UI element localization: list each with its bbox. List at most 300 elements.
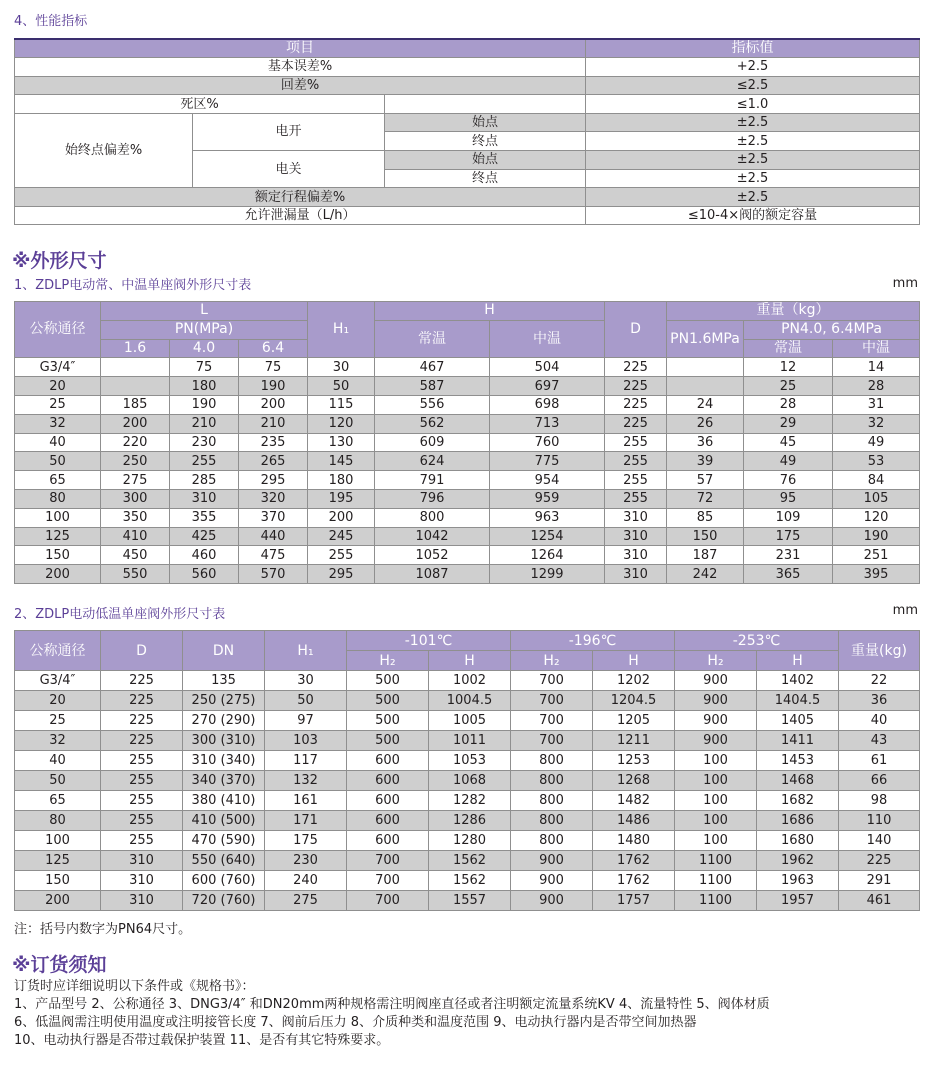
t1-cell: 80 <box>15 489 101 508</box>
t1-cell: 395 <box>833 565 920 584</box>
t1-cell: 300 <box>101 489 170 508</box>
table-row <box>15 831 920 851</box>
t2-cell: 255 <box>101 771 183 791</box>
t2-cell: 1957 <box>757 891 839 911</box>
t2-cell: 97 <box>265 711 347 731</box>
table-row <box>15 395 920 414</box>
t1-cell: 609 <box>375 433 490 452</box>
table-row <box>15 851 920 871</box>
t1-cell: 120 <box>308 414 375 433</box>
t2-cell: 600 <box>347 791 429 811</box>
t1-head-w-normal: 常温 <box>744 339 833 358</box>
t1-head-pn1: 1.6 <box>101 339 170 358</box>
t1-cell <box>101 377 170 396</box>
t2-cell: 22 <box>839 671 920 691</box>
t1-cell: 190 <box>239 377 308 396</box>
t2-cell: 600 <box>347 811 429 831</box>
t1-cell: 467 <box>375 358 490 377</box>
t1-cell: 32 <box>833 414 920 433</box>
t2-cell: 340 (370) <box>183 771 265 791</box>
perf-row-dead-zone: 死区% ≤1.0 <box>15 95 920 114</box>
t1-cell: 145 <box>308 452 375 471</box>
t2-cell: 1004.5 <box>429 691 511 711</box>
t1-cell: 1042 <box>375 527 490 546</box>
t1-cell: 175 <box>744 527 833 546</box>
order-line: 1、产品型号 2、公称通径 3、DNG3/4″ 和DN20mm两种规格需注明阀座直径或者注明额定流量系统KV 4、流量特性 5、阀体材质 <box>14 997 770 1012</box>
t2-cell: 225 <box>101 711 183 731</box>
t2-cell: 1762 <box>593 851 675 871</box>
t1-cell: 20 <box>15 377 101 396</box>
t2-cell: 1002 <box>429 671 511 691</box>
t2-cell: 100 <box>675 791 757 811</box>
t1-head-w-pn16: PN1.6MPa <box>667 320 744 358</box>
t1-cell: 125 <box>15 527 101 546</box>
t1-head-pn3: 6.4 <box>239 339 308 358</box>
t2-cell: 65 <box>15 791 101 811</box>
table1-unit: mm <box>892 276 918 291</box>
t2-cell: 40 <box>15 751 101 771</box>
t1-cell: 562 <box>375 414 490 433</box>
t1-cell: 1052 <box>375 546 490 565</box>
table-row <box>15 358 920 377</box>
t2-head-H-c: H <box>757 651 839 671</box>
perf-section-title: 4、性能指标 <box>14 14 88 29</box>
t1-cell: 72 <box>667 489 744 508</box>
t2-cell: 50 <box>15 771 101 791</box>
t1-head-L: L <box>101 302 308 321</box>
t2-cell: 32 <box>15 731 101 751</box>
t1-cell: 255 <box>170 452 239 471</box>
t1-cell: 1299 <box>490 565 605 584</box>
t2-cell: 161 <box>265 791 347 811</box>
t2-cell: 900 <box>675 671 757 691</box>
table-row <box>15 711 920 731</box>
t2-cell: 310 <box>101 871 183 891</box>
t1-cell: 963 <box>490 508 605 527</box>
t1-cell: 310 <box>170 489 239 508</box>
t2-head-weight: 重量(kg) <box>839 631 920 671</box>
t2-cell: 900 <box>675 731 757 751</box>
t2-cell: 100 <box>675 811 757 831</box>
t2-cell: 1686 <box>757 811 839 831</box>
t2-cell: 500 <box>347 671 429 691</box>
t2-cell: 175 <box>265 831 347 851</box>
t2-cell: 900 <box>675 711 757 731</box>
table-row <box>15 546 920 565</box>
t1-cell: 32 <box>15 414 101 433</box>
t1-cell: 130 <box>308 433 375 452</box>
t2-cell: 225 <box>839 851 920 871</box>
table-row <box>15 471 920 490</box>
t2-cell: 240 <box>265 871 347 891</box>
perf-row-close-start: 电关 始点 ±2.5 <box>15 151 920 170</box>
t1-cell: 29 <box>744 414 833 433</box>
t2-cell: 1405 <box>757 711 839 731</box>
t1-cell: 698 <box>490 395 605 414</box>
t2-cell: 461 <box>839 891 920 911</box>
t2-cell: 1100 <box>675 891 757 911</box>
t2-cell: 310 <box>101 851 183 871</box>
t1-cell: 25 <box>15 395 101 414</box>
t1-cell: 791 <box>375 471 490 490</box>
t2-cell: 500 <box>347 731 429 751</box>
t1-cell: 200 <box>239 395 308 414</box>
t2-cell: 900 <box>511 891 593 911</box>
t1-cell: 1254 <box>490 527 605 546</box>
t2-cell: 410 (500) <box>183 811 265 831</box>
t2-cell: 700 <box>347 891 429 911</box>
t2-cell: 1204.5 <box>593 691 675 711</box>
t1-cell: 355 <box>170 508 239 527</box>
t2-cell: 700 <box>511 731 593 751</box>
t2-cell: 380 (410) <box>183 791 265 811</box>
t1-cell: 195 <box>308 489 375 508</box>
t2-cell: 600 (760) <box>183 871 265 891</box>
t2-cell: 225 <box>101 691 183 711</box>
t1-cell: 1087 <box>375 565 490 584</box>
t1-cell: 100 <box>15 508 101 527</box>
t2-cell: 800 <box>511 751 593 771</box>
t2-cell: 1480 <box>593 831 675 851</box>
t2-cell: 1011 <box>429 731 511 751</box>
perf-head-item: 项目 <box>15 39 586 58</box>
t2-cell: 1962 <box>757 851 839 871</box>
t2-cell: 1411 <box>757 731 839 751</box>
t1-cell: 760 <box>490 433 605 452</box>
perf-row-open-start: 始终点偏差% 电开 始点 ±2.5 <box>15 113 920 132</box>
perf-row-open-end: 终点 ±2.5 <box>15 132 920 151</box>
t2-head-t253: -253℃ <box>675 631 839 651</box>
t1-cell: 370 <box>239 508 308 527</box>
t1-cell: 450 <box>101 546 170 565</box>
t2-cell: 1402 <box>757 671 839 691</box>
table-row <box>15 891 920 911</box>
t2-cell: 43 <box>839 731 920 751</box>
t2-cell: 1562 <box>429 851 511 871</box>
t1-cell: 76 <box>744 471 833 490</box>
t1-cell: 187 <box>667 546 744 565</box>
t2-cell: 600 <box>347 831 429 851</box>
t2-cell: 900 <box>511 871 593 891</box>
t1-cell: 250 <box>101 452 170 471</box>
dimension-table-low-temp <box>14 630 920 911</box>
t1-cell: 697 <box>490 377 605 396</box>
perf-head-value: 指标值 <box>586 39 920 58</box>
t2-cell: 310 <box>101 891 183 911</box>
t1-cell: 310 <box>605 546 667 565</box>
t1-cell: 190 <box>833 527 920 546</box>
t2-cell: G3/4″ <box>15 671 101 691</box>
t2-cell: 140 <box>839 831 920 851</box>
t1-cell <box>667 377 744 396</box>
t2-cell: 600 <box>347 751 429 771</box>
t2-head-h1: H₁ <box>265 631 347 671</box>
t2-cell: 700 <box>347 851 429 871</box>
t2-cell: 270 (290) <box>183 711 265 731</box>
t2-cell: 117 <box>265 751 347 771</box>
t1-cell: 225 <box>605 377 667 396</box>
t2-cell: 700 <box>511 711 593 731</box>
t2-cell: 291 <box>839 871 920 891</box>
t2-head-DN: DN <box>183 631 265 671</box>
t1-cell: 245 <box>308 527 375 546</box>
t1-cell: 310 <box>605 527 667 546</box>
t2-cell: 1486 <box>593 811 675 831</box>
t1-head-D: D <box>605 302 667 358</box>
t1-cell: 190 <box>170 395 239 414</box>
t2-cell: 550 (640) <box>183 851 265 871</box>
t1-head-h1: H₁ <box>308 302 375 358</box>
t2-cell: 1100 <box>675 851 757 871</box>
table-row <box>15 751 920 771</box>
t1-cell: 460 <box>170 546 239 565</box>
t1-cell: 255 <box>605 471 667 490</box>
t2-cell: 255 <box>101 791 183 811</box>
t1-cell: 25 <box>744 377 833 396</box>
t1-cell: G3/4″ <box>15 358 101 377</box>
t2-cell: 800 <box>511 811 593 831</box>
t1-cell: 255 <box>605 452 667 471</box>
t1-cell: 109 <box>744 508 833 527</box>
perf-header-row <box>15 39 920 58</box>
t1-head-H: H <box>375 302 605 321</box>
t1-cell: 556 <box>375 395 490 414</box>
t2-cell: 900 <box>675 691 757 711</box>
t1-cell: 570 <box>239 565 308 584</box>
t1-cell: 225 <box>605 414 667 433</box>
t1-cell <box>101 358 170 377</box>
t2-cell: 25 <box>15 711 101 731</box>
t1-cell: 295 <box>239 471 308 490</box>
t2-cell: 98 <box>839 791 920 811</box>
t1-cell: 150 <box>667 527 744 546</box>
table-row <box>15 671 920 691</box>
t1-cell: 365 <box>744 565 833 584</box>
t2-cell: 1404.5 <box>757 691 839 711</box>
t1-cell: 225 <box>605 395 667 414</box>
t1-cell: 75 <box>239 358 308 377</box>
t1-cell: 180 <box>170 377 239 396</box>
t1-cell: 185 <box>101 395 170 414</box>
t1-cell: 310 <box>605 565 667 584</box>
perf-row-return-error: 回差% ≤2.5 <box>15 76 920 95</box>
t2-cell: 1680 <box>757 831 839 851</box>
t2-head-dn: 公称通径 <box>15 631 101 671</box>
t2-cell: 1757 <box>593 891 675 911</box>
t2-cell: 30 <box>265 671 347 691</box>
t2-cell: 255 <box>101 811 183 831</box>
t1-cell: 65 <box>15 471 101 490</box>
perf-row-leakage: 允许泄漏量（L/h） ≤10-4×阀的额定容量 <box>15 206 920 225</box>
t1-head-h-mid: 中温 <box>490 320 605 358</box>
t2-head-D: D <box>101 631 183 671</box>
t2-cell: 255 <box>101 751 183 771</box>
table2-title: 2、ZDLP电动低温单座阀外形尺寸表 <box>14 607 226 622</box>
t2-cell: 700 <box>347 871 429 891</box>
table-row <box>15 811 920 831</box>
t1-cell: 550 <box>101 565 170 584</box>
t1-cell: 255 <box>308 546 375 565</box>
t1-cell: 84 <box>833 471 920 490</box>
table-row <box>15 527 920 546</box>
t1-cell: 75 <box>170 358 239 377</box>
t2-cell: 1202 <box>593 671 675 691</box>
table1-title: 1、ZDLP电动常、中温单座阀外形尺寸表 <box>14 278 252 293</box>
t2-cell: 720 (760) <box>183 891 265 911</box>
t2-cell: 125 <box>15 851 101 871</box>
t1-cell: 1264 <box>490 546 605 565</box>
t2-cell: 100 <box>675 751 757 771</box>
table-row <box>15 791 920 811</box>
t2-cell: 230 <box>265 851 347 871</box>
t1-cell: 775 <box>490 452 605 471</box>
t1-cell: 115 <box>308 395 375 414</box>
t2-cell: 1253 <box>593 751 675 771</box>
t2-cell: 1468 <box>757 771 839 791</box>
t2-cell: 255 <box>101 831 183 851</box>
t2-cell: 310 (340) <box>183 751 265 771</box>
t1-cell: 28 <box>833 377 920 396</box>
t1-cell: 310 <box>605 508 667 527</box>
t2-cell: 36 <box>839 691 920 711</box>
t2-cell: 20 <box>15 691 101 711</box>
t1-cell: 85 <box>667 508 744 527</box>
t1-cell: 242 <box>667 565 744 584</box>
t1-cell: 200 <box>101 414 170 433</box>
t2-cell: 1268 <box>593 771 675 791</box>
order-line: 10、电动执行器是否带过载保护装置 11、是否有其它特殊要求。 <box>14 1033 390 1048</box>
t1-cell: 504 <box>490 358 605 377</box>
t2-cell: 1682 <box>757 791 839 811</box>
perf-row-rated-travel: 额定行程偏差% ±2.5 <box>15 188 920 207</box>
t1-cell: 231 <box>744 546 833 565</box>
t1-head-dn: 公称通径 <box>15 302 101 358</box>
table2-unit: mm <box>892 603 918 618</box>
t1-cell: 251 <box>833 546 920 565</box>
t1-cell: 954 <box>490 471 605 490</box>
dimension-table-normal <box>14 301 920 584</box>
t1-cell: 425 <box>170 527 239 546</box>
t2-cell: 300 (310) <box>183 731 265 751</box>
t1-cell: 255 <box>605 489 667 508</box>
t1-cell: 275 <box>101 471 170 490</box>
t1-head-pn: PN(MPa) <box>101 320 308 339</box>
t2-head-H-a: H <box>429 651 511 671</box>
t2-cell: 500 <box>347 691 429 711</box>
perf-row-close-end: 终点 ±2.5 <box>15 169 920 188</box>
t2-cell: 135 <box>183 671 265 691</box>
t2-cell: 40 <box>839 711 920 731</box>
t1-cell: 53 <box>833 452 920 471</box>
t1-cell: 235 <box>239 433 308 452</box>
t2-cell: 600 <box>347 771 429 791</box>
t2-cell: 1963 <box>757 871 839 891</box>
table-row <box>15 414 920 433</box>
t2-head-h2-c: H₂ <box>675 651 757 671</box>
t1-cell: 12 <box>744 358 833 377</box>
table-row <box>15 452 920 471</box>
t1-cell: 285 <box>170 471 239 490</box>
table-row <box>15 771 920 791</box>
t1-cell: 255 <box>605 433 667 452</box>
t2-head-H-b: H <box>593 651 675 671</box>
t1-cell: 200 <box>308 508 375 527</box>
t1-cell: 49 <box>744 452 833 471</box>
t1-cell: 45 <box>744 433 833 452</box>
t1-cell: 475 <box>239 546 308 565</box>
t2-cell: 800 <box>511 771 593 791</box>
t1-cell: 265 <box>239 452 308 471</box>
t1-cell: 350 <box>101 508 170 527</box>
table-row <box>15 731 920 751</box>
t1-cell: 230 <box>170 433 239 452</box>
t1-cell <box>667 358 744 377</box>
t1-cell: 800 <box>375 508 490 527</box>
t1-cell: 320 <box>239 489 308 508</box>
t1-cell: 50 <box>308 377 375 396</box>
table-row <box>15 691 920 711</box>
order-line: 订货时应详细说明以下条件或《规格书》： <box>14 979 255 994</box>
t1-cell: 150 <box>15 546 101 565</box>
t2-cell: 800 <box>511 831 593 851</box>
t1-cell: 180 <box>308 471 375 490</box>
t1-cell: 95 <box>744 489 833 508</box>
t1-cell: 31 <box>833 395 920 414</box>
t2-cell: 100 <box>675 771 757 791</box>
t1-cell: 120 <box>833 508 920 527</box>
t1-cell: 200 <box>15 565 101 584</box>
order-section-title: ※订货须知 <box>12 954 107 976</box>
t2-cell: 50 <box>265 691 347 711</box>
table-row <box>15 489 920 508</box>
t1-cell: 210 <box>239 414 308 433</box>
t2-cell: 1005 <box>429 711 511 731</box>
t1-cell: 36 <box>667 433 744 452</box>
t1-cell: 440 <box>239 527 308 546</box>
t1-cell: 410 <box>101 527 170 546</box>
pn64-note: 注：括号内数字为PN64尺寸。 <box>14 922 192 937</box>
t2-cell: 1053 <box>429 751 511 771</box>
t2-cell: 150 <box>15 871 101 891</box>
t2-cell: 132 <box>265 771 347 791</box>
t2-cell: 470 (590) <box>183 831 265 851</box>
t2-cell: 1482 <box>593 791 675 811</box>
t2-head-t196: -196℃ <box>511 631 675 651</box>
performance-table <box>14 38 920 225</box>
t1-head-weight: 重量（kg） <box>667 302 920 321</box>
t2-cell: 275 <box>265 891 347 911</box>
perf-row-basic-error: 基本误差% +2.5 <box>15 58 920 77</box>
t1-cell: 30 <box>308 358 375 377</box>
t1-cell: 105 <box>833 489 920 508</box>
t1-cell: 39 <box>667 452 744 471</box>
t2-cell: 700 <box>511 671 593 691</box>
t2-cell: 100 <box>675 831 757 851</box>
t2-cell: 103 <box>265 731 347 751</box>
table-row <box>15 508 920 527</box>
t2-cell: 1286 <box>429 811 511 831</box>
t2-cell: 250 (275) <box>183 691 265 711</box>
t1-cell: 28 <box>744 395 833 414</box>
t2-cell: 225 <box>101 731 183 751</box>
t2-cell: 500 <box>347 711 429 731</box>
t1-cell: 225 <box>605 358 667 377</box>
t2-head-h2-b: H₂ <box>511 651 593 671</box>
t2-cell: 200 <box>15 891 101 911</box>
perf-close-label: 电关 <box>193 151 385 188</box>
t2-cell: 66 <box>839 771 920 791</box>
t2-head-h2-a: H₂ <box>347 651 429 671</box>
